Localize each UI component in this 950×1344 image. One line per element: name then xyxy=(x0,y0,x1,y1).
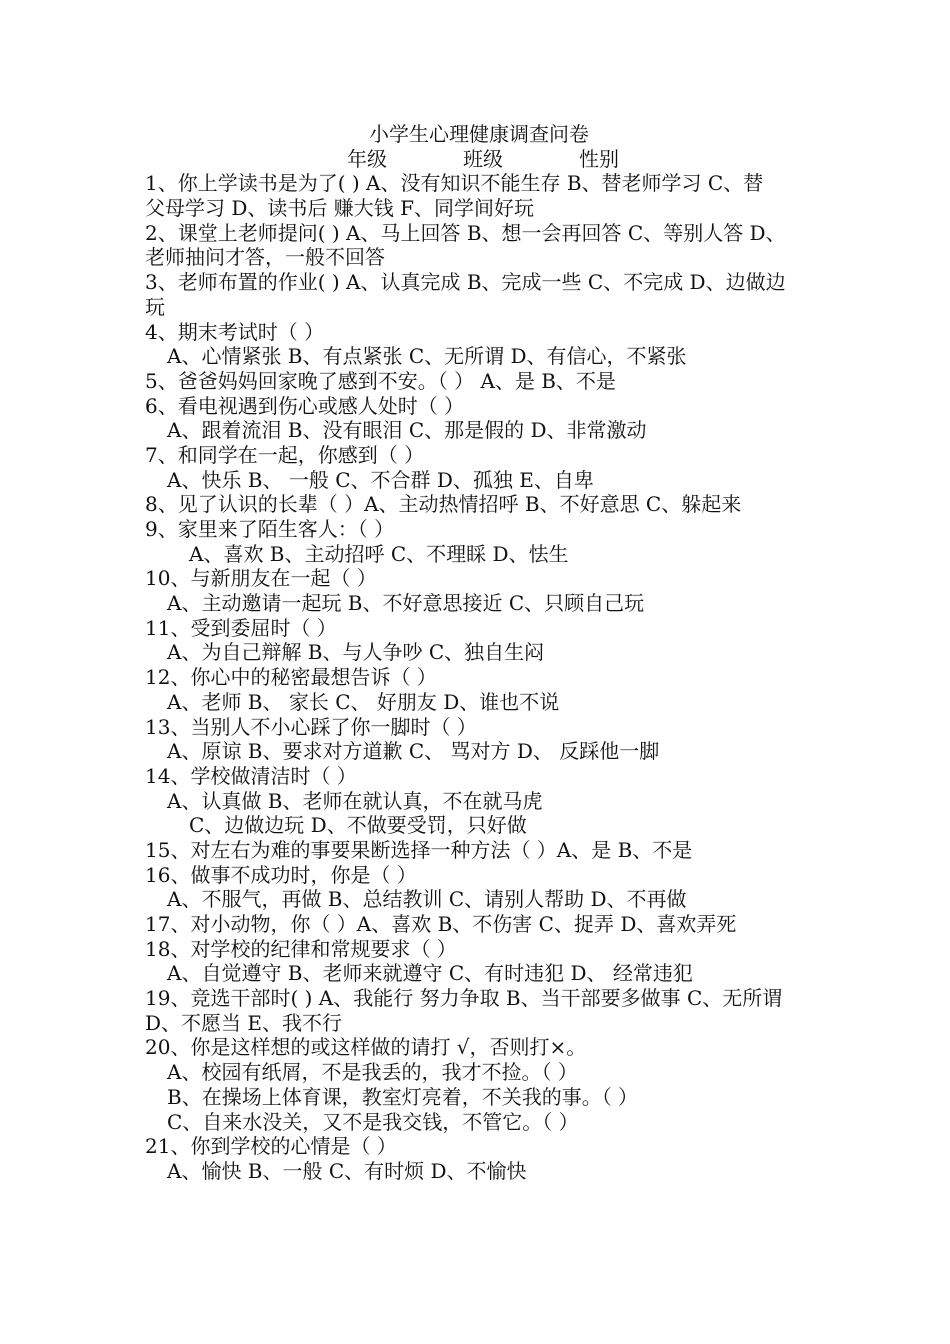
question-18: 18、对学校的纪律和常规要求（ ） xyxy=(145,936,457,961)
question-18-options: A、自觉遵守 B、老师来就遵守 C、有时违犯 D、 经常违犯 xyxy=(167,961,693,986)
document-page xyxy=(145,122,813,1184)
question-3-line-1: 3、老师布置的作业( ) A、认真完成 B、完成一些 C、不完成 D、边做边 xyxy=(145,270,786,295)
question-14: 14、学校做清洁时（ ） xyxy=(145,763,357,788)
question-2-line-1: 2、课堂上老师提问( ) A、马上回答 B、想一会再回答 C、等别人答 D、 xyxy=(145,220,786,245)
question-4-options: A、心情紧张 B、有点紧张 C、无所谓 D、有信心，不紧张 xyxy=(167,344,687,369)
grade-field-label: 年级 xyxy=(347,146,387,171)
question-9: 9、家里来了陌生客人：（ ） xyxy=(145,517,395,541)
question-2-line-2: 老师抽问才答，一般不回答 xyxy=(145,245,385,270)
question-20-item-a: A、校园有纸屑，不是我丢的，我才不捡。（ ） xyxy=(167,1060,578,1085)
page-title: 小学生心理健康调查问卷 xyxy=(369,122,589,146)
question-4: 4、期末考试时（ ） xyxy=(145,319,325,344)
question-13-options: A、原谅 B、要求对方道歉 C、 骂对方 D、 反踩他一脚 xyxy=(167,739,660,764)
question-8: 8、见了认识的长辈（ ）A、主动热情招呼 B、不好意思 C、躲起来 xyxy=(145,492,742,517)
question-16-options: A、不服气，再做 B、总结教训 C、请别人帮助 D、不再做 xyxy=(167,887,687,912)
question-13: 13、当别人不小心踩了你一脚时（ ） xyxy=(145,714,477,739)
question-11-options: A、为自己辩解 B、与人争吵 C、独自生闷 xyxy=(167,640,545,665)
question-10-options: A、主动邀请一起玩 B、不好意思接近 C、只顾自己玩 xyxy=(167,591,645,616)
question-19-line-1: 19、竞选干部时( ) A、我能行 努力争取 B、当干部要多做事 C、无所谓 xyxy=(145,986,783,1011)
question-16: 16、做事不成功时，你是（ ） xyxy=(145,862,417,887)
question-1-line-2: 父母学习 D、读书后 赚大钱 F、同学间好玩 xyxy=(145,196,534,221)
question-20-item-b: B、在操场上体育课，教室灯亮着，不关我的事。（ ） xyxy=(167,1084,639,1109)
question-17: 17、对小动物，你（ ）A、喜欢 B、不伤害 C、捉弄 D、喜欢弄死 xyxy=(145,912,737,936)
question-14-options-2: C、边做边玩 D、不做要受罚，只好做 xyxy=(189,813,527,838)
question-20: 20、你是这样想的或这样做的请打 √，否则打×。 xyxy=(145,1035,587,1060)
question-11: 11、受到委屈时（ ） xyxy=(145,615,337,640)
question-9-options: A、喜欢 B、主动招呼 C、不理睬 D、怯生 xyxy=(189,541,569,566)
question-6: 6、看电视遇到伤心或感人处时（ ） xyxy=(145,393,465,418)
gender-field-label: 性别 xyxy=(579,146,619,171)
question-20-item-c: C、自来水没关，又不是我交钱，不管它。（ ） xyxy=(167,1109,579,1134)
question-5: 5、爸爸妈妈回家晚了感到不安。（ ） A、是 B、不是 xyxy=(145,368,616,393)
student-info-fields xyxy=(145,147,813,172)
question-19-line-2: D、不愿当 E、我不行 xyxy=(145,1010,342,1035)
question-10: 10、与新朋友在一起（ ） xyxy=(145,566,377,591)
question-12-options: A、老师 B、 家长 C、 好朋友 D、谁也不说 xyxy=(167,689,560,714)
question-3-line-2: 玩 xyxy=(145,294,165,319)
question-1-line-1: 1、你上学读书是为了( ) A、没有知识不能生存 B、替老师学习 C、替 xyxy=(145,171,764,196)
question-15: 15、对左右为难的事要果断选择一种方法（ ）A、是 B、不是 xyxy=(145,837,693,862)
question-21-options: A、愉快 B、一般 C、有时烦 D、不愉快 xyxy=(167,1158,527,1183)
question-6-options: A、跟着流泪 B、没有眼泪 C、那是假的 D、非常激动 xyxy=(167,418,647,443)
question-21: 21、你到学校的心情是（ ） xyxy=(145,1134,397,1159)
question-12: 12、你心中的秘密最想告诉（ ） xyxy=(145,665,437,690)
class-field-label: 班级 xyxy=(463,146,503,171)
question-14-options-1: A、认真做 B、老师在就认真，不在就马虎 xyxy=(167,788,543,813)
question-7: 7、和同学在一起，你感到（ ） xyxy=(145,442,425,467)
question-7-options: A、快乐 B、 一般 C、不合群 D、孤独 E、自卑 xyxy=(167,467,594,492)
